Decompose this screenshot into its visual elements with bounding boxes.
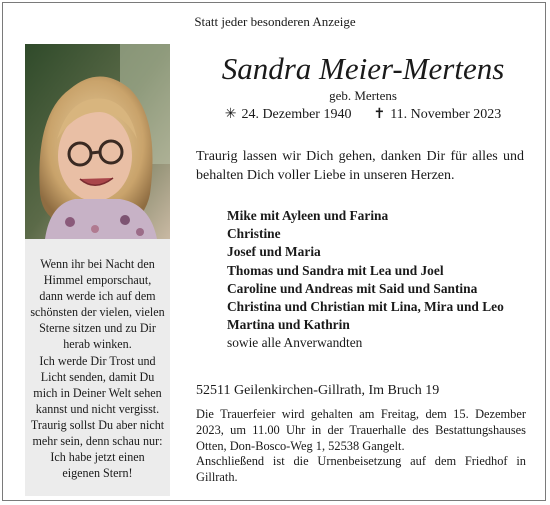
poem-line: kannst und nicht vergisst. (35, 401, 160, 416)
poem-line: Wenn ihr bei Nacht den (40, 257, 155, 271)
poem-line: Ich habe jetzt einen (50, 450, 145, 465)
mourner-line: Caroline und Andreas mit Said und Santina (227, 280, 478, 296)
poem-line: Ich werde Dir Trost und (39, 353, 156, 368)
deceased-name: Sandra Meier-Mertens (221, 51, 505, 86)
poem-line: herab winken. (63, 337, 132, 352)
mourners-closing: sowie alle Anverwandten (227, 335, 363, 351)
poem-line: dann werde ich auf dem (39, 289, 156, 304)
birth-date: 24. Dezember 1940 (241, 107, 352, 122)
poem-line: Traurig sollst Du aber nicht (30, 417, 165, 432)
mourner-line: Christine (227, 226, 281, 242)
poem (25, 256, 170, 481)
death-date: 11. November 2023 (390, 107, 502, 122)
life-dates (208, 106, 518, 123)
mourner-line: Christina und Christian mit Lina, Mira und Leo (227, 299, 504, 315)
left-panel (25, 44, 170, 496)
mourner-line: Mike mit Ayleen und Farina (227, 208, 389, 223)
born-name: geb. Mertens (329, 88, 397, 103)
poem-line: eigenen Stern! (62, 466, 133, 481)
poem-line: schönsten der vielen, vielen (30, 305, 165, 320)
urn-burial-text: Anschließend ist die Urnenbeisetzung auf dem Friedhof in Gillrath. (196, 454, 526, 485)
poem-line: mehr sein, denn schau nur: (32, 434, 163, 449)
poem-line: mich in Deiner Welt sehen (33, 385, 162, 400)
poem-line: Himmel emporschaut, (43, 273, 152, 288)
funeral-info (196, 407, 526, 486)
notice-header: Statt jeder besonderen Anzeige (194, 14, 356, 29)
poem-line: Licht senden, damit Du (40, 369, 155, 384)
farewell-message: Traurig lassen wir Dich gehen, danken Dir für alles und behalten Dich voller Liebe in unseren Herzen. (196, 149, 524, 183)
death-cross-icon: ✝ (373, 107, 386, 122)
mourner-line: Martina und Kathrin (227, 317, 350, 333)
mourner-line: Josef und Maria (227, 244, 321, 260)
birth-star-icon: ✳ (224, 107, 237, 122)
mourning-address: 52511 Geilenkirchen-Gillrath, Im Bruch 19 (196, 383, 440, 398)
mourner-line: Thomas und Sandra mit Lea und Joel (227, 262, 444, 278)
portrait-photo (25, 44, 170, 239)
funeral-service-text: Die Trauerfeier wird gehalten am Freitag, dem 15. Dezember 2023, um 11.00 Uhr in der Trauerhalle des Bestattungshauses Otten, Don-Bosco-Weg 1, 52538 Gangelt. (196, 407, 526, 453)
mourners-list (227, 207, 527, 353)
poem-line: Sterne sitzen und zu Dir (39, 321, 156, 336)
